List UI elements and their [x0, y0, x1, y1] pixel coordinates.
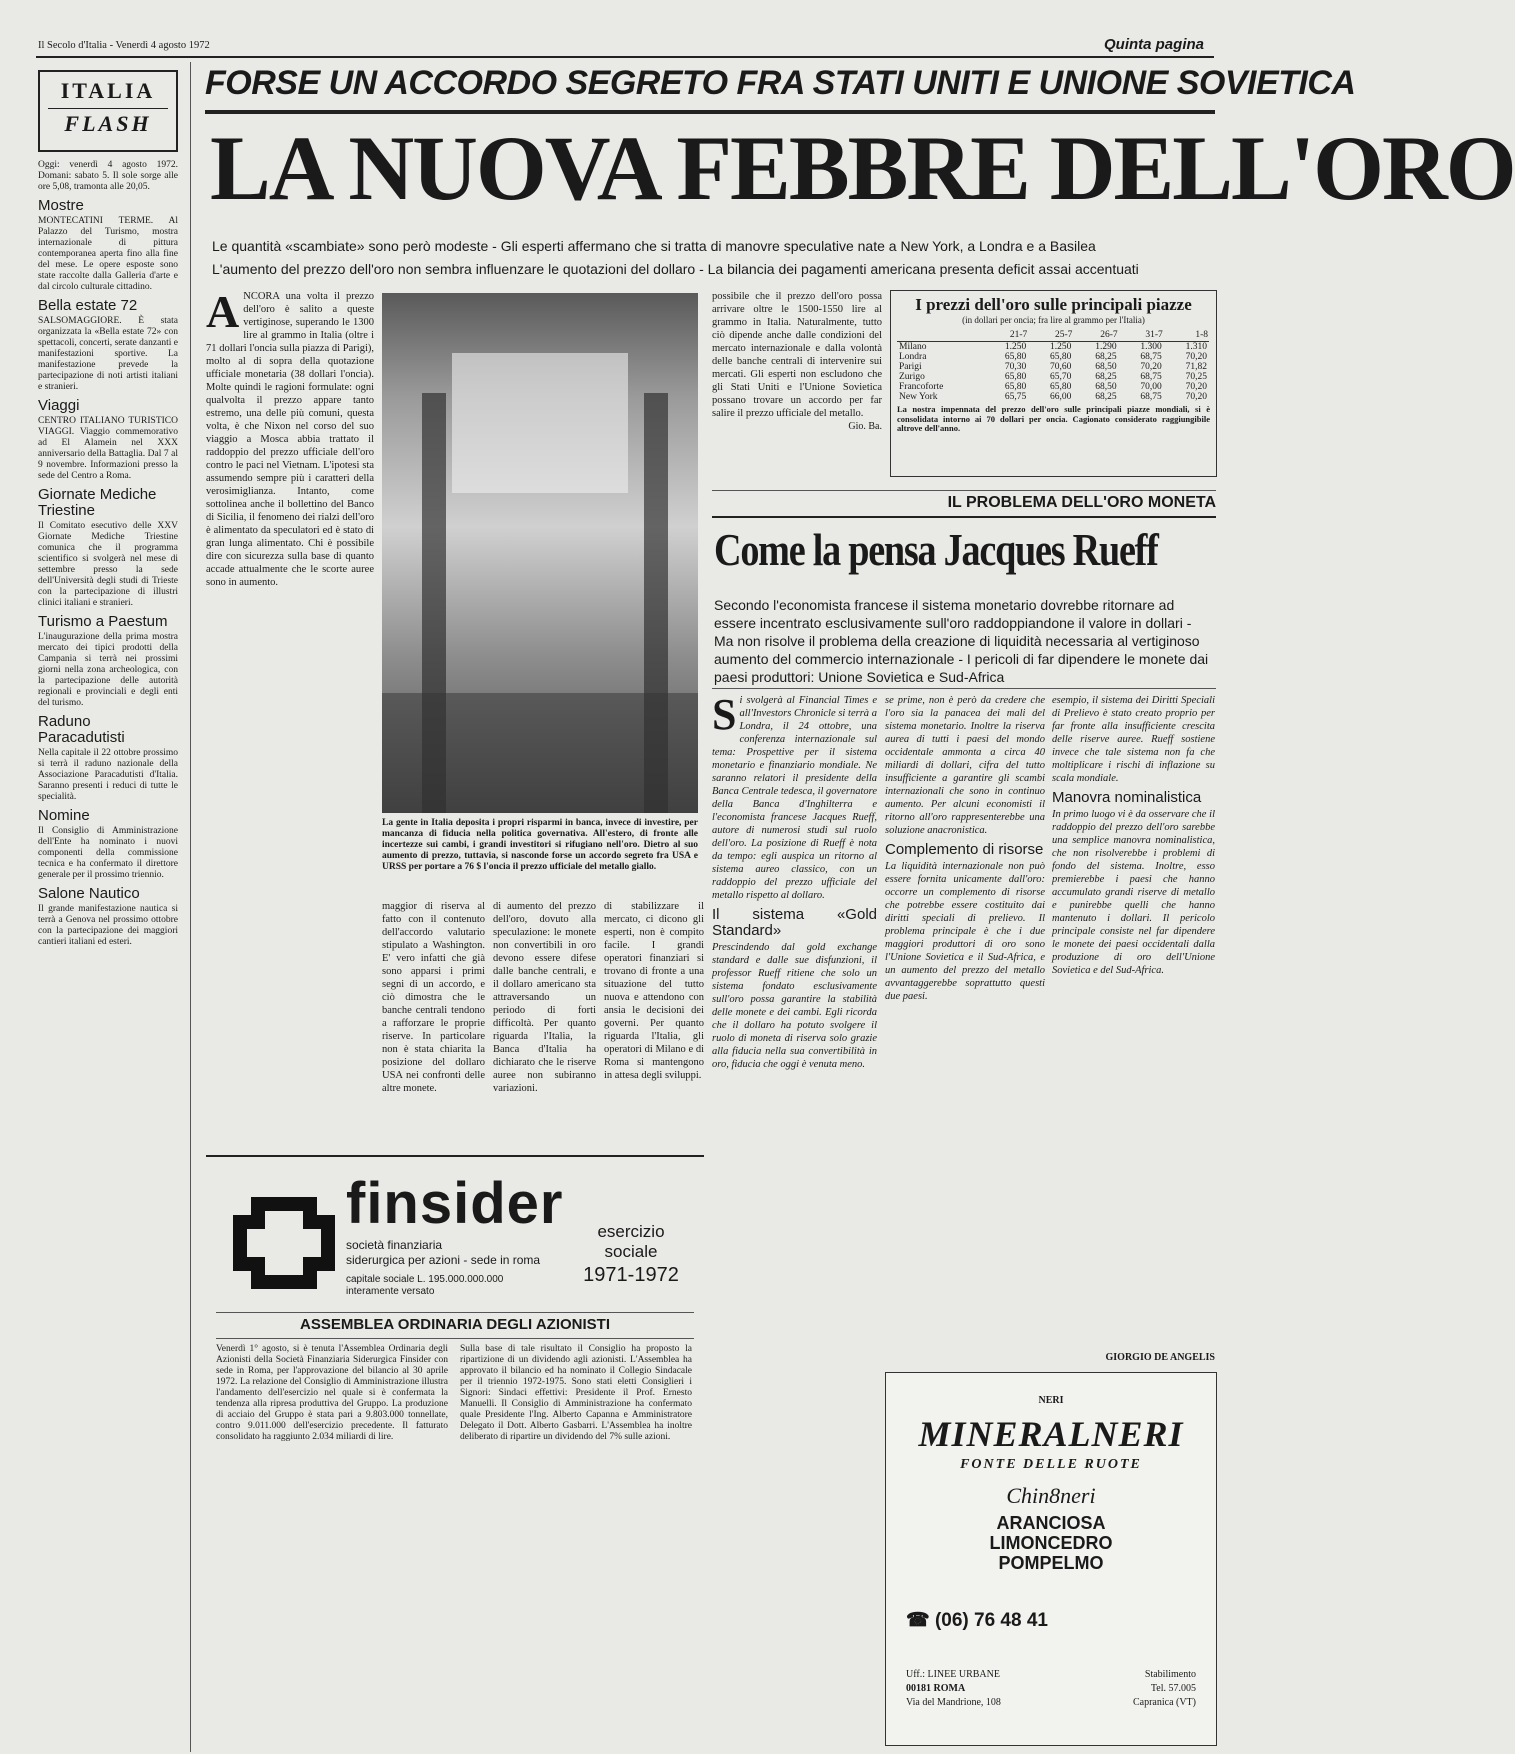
sidebar-section-title: Mostre [38, 197, 84, 214]
gold-table-price: 65,70 [1050, 372, 1072, 382]
rueff-subhead-manovra: Manovra nominalistica [1052, 789, 1202, 806]
gold-table-price: 68,50 [1095, 362, 1117, 372]
finsider-logo-icon [224, 1194, 344, 1290]
main-article-col-2b: di aumento del prezzo dell'oro, dovuto alla speculazione: le monete non convertibili in oro devono essere difese dalle banche centrali, e il dollaro americano sta attraversando un periodo di forti difficoltà. Per quanto riguarda l'Italia, la Banca d'Italia ha dichiarato che le riserve auree non subiranno variazioni. [493, 901, 596, 1094]
gold-table-price: 68,25 [1095, 352, 1117, 362]
sidebar-section-body: L'inaugurazione della prima mostra mercato dei tipici prodotti della Campania si terrà nei prossimi giorni nella zona archeologica, con la partecipazione delle autorità regionali e provinciali e degli enti del turismo. [38, 632, 178, 708]
sidebar-section-title: Bella estate 72 [38, 297, 138, 314]
gold-table-price: 1.310 [1185, 342, 1207, 352]
rueff-subhead-complemento: Complemento di risorse [885, 841, 1044, 858]
sidebar-section-body: Il grande manifestazione nautica si terrà a Genova nel prossimo ottobre con la partecipazione dei maggiori cantieri italiani ed esteri. [38, 904, 178, 947]
headline-title: LA NUOVA FEBBRE DELL'ORO [210, 117, 1515, 219]
gold-table-price: 68,75 [1140, 392, 1162, 402]
gold-table-price: 70,30 [1004, 362, 1027, 372]
flash-box [38, 70, 178, 152]
rueff-title: Come la pensa Jacques Rueff [714, 524, 1158, 575]
sidebar-sections [38, 198, 178, 948]
gold-table-price: 70,20 [1185, 352, 1207, 362]
gold-table-price: 65,80 [1050, 352, 1072, 362]
sidebar-section-title: Nomine [38, 807, 90, 824]
gold-table-price: 1.250 [1050, 342, 1072, 352]
mineralneri-plant-1: Stabilimento [1144, 1669, 1196, 1680]
main-article-col-2c: di stabilizzare il mercato, ci dicono gli esperti, non è compito facile. I grandi operatori finanziari si trovano di fronte a una situazione del tutto nuova e attendono con ansia le decisioni dei governi. Per quanto riguarda l'Italia, gli operatori di Milano e di Roma si mantengono in attesa degli sviluppi. [604, 901, 704, 1081]
main-col1-text: NCORA una volta il prezzo dell'oro è salito a queste vertiginose, superando le 1300 lire al grammo in Italia (oltre i 71 dollari l'oncia sulla piazza di Parigi), molto al di sopra della quotazione ufficiale monetaria (38 dollari l'oncia). Molte quindi le ragioni formulate: ogni qualvolta il prezzo appare tanto estremo, una delle più comuni, questa volta, è che Nixon nel corso del suo viaggio a Mosca abbia trattato il raddoppio del prezzo ufficiale dell'oro contro le paci nel Vietnam. L'ipotesi sta assumendo sempre più i caratteri della verosimiglianza. Intanto, come sottolinea anche il bollettino del Banco di Sicilia, il fenomeno dei rialzi dell'oro è alimentato da speculatori ed è stato di gran lunga alimentato. Chi è possibile dire con sicurezza sulla base di quanto accade attualmente che le scorte auree sono in aumento. [206, 291, 374, 588]
gold-table-price: 70,20 [1185, 382, 1207, 392]
gold-table-price: 66,00 [1050, 392, 1072, 402]
rueff-col-1 [712, 690, 877, 1694]
gold-table-title: I prezzi dell'oro sulle principali piazze [915, 295, 1192, 314]
gold-table-row [897, 392, 1209, 402]
rueff-section-label: IL PROBLEMA DELL'ORO MONETA [947, 494, 1216, 511]
finsider-capital-1: capitale sociale L. 195.000.000.000 [346, 1274, 504, 1285]
gold-table-price: 70,60 [1050, 362, 1072, 372]
gold-table-price: 71,82 [1185, 362, 1207, 372]
sidebar-section-title: Turismo a Paestum [38, 613, 168, 630]
gold-table-column-header: 21-7 [983, 329, 1028, 342]
main-signature: Gio. Ba. [848, 421, 882, 432]
gold-table-price: 70,00 [1140, 382, 1162, 392]
finsider-col-2: Sulla base di tale risultato il Consiglio ha proposto la ripartizione di un dividendo agli azionisti. L'Assemblea ha approvato il bilancio ed ha nominato il Collegio Sindacale per il triennio 1972-1975. Sono stati eletti Consiglieri i Signori: Sindaci effettivi: Presidente il Prof. Ernesto Manuelli. Il Consiglio di Amministrazione ha confermato quale Presidente l'Ing. Alberto Capanna e Amministratore Delegato il Dott. Alberto Gasbarri. L'Assemblea ha inoltre deliberato di ripartire un dividendo del 7% sulle azioni. [460, 1344, 692, 1442]
mineralneri-tagline: FONTE DELLE RUOTE [960, 1457, 1142, 1472]
mineralneri-script: Chin8neri [1006, 1483, 1096, 1508]
finsider-col-1: Venerdì 1° agosto, si è tenuta l'Assemblea Ordinaria degli Azionisti della Società Finanziaria Siderurgica Finsider con sede in Roma, per l'approvazione del bilancio al 30 aprile 1972. La relazione del Consiglio di Amministrazione illustra l'andamento dell'esercizio nel quale si è confermata la tendenza alla ripresa produttiva del Gruppo. La produzione di acciaio del Gruppo è stata pari a 9.803.000 tonnellate, contro 9.011.000 dell'esercizio precedente. Il fatturato consolidato ha raggiunto 2.034 miliardi di lire. [216, 1344, 448, 1442]
sidebar-section-body: Il Consiglio di Amministrazione dell'Ente ha nominato i nuovi componenti della commissione tecnica e ha confermato il direttore generale per il prossimo triennio. [38, 826, 178, 880]
gold-table-column-header: 25-7 [1028, 329, 1073, 342]
gold-table-price: 68,25 [1095, 392, 1117, 402]
gold-price-table-box [890, 290, 1217, 477]
gold-table-price: 65,75 [1004, 392, 1027, 402]
gold-table-price: 70,20 [1140, 362, 1162, 372]
photo-caption: La gente in Italia deposita i propri risparmi in banca, invece di investire, per mancanza di fiducia nella politica governativa. All'estero, di fronte alle incertezze sui cambi, i grandi investitori si rifugiano nell'oro. Dietro al suo aumento di prezzo, tuttavia, si nasconde forse un accordo segreto fra USA e URSS per portare a 76 $ l'oncia il prezzo ufficiale del metallo giallo. [382, 818, 698, 872]
mineralneri-plant-2: Tel. 57.005 [1150, 1683, 1196, 1694]
sidebar-section-title: Salone Nautico [38, 885, 140, 902]
flash-title: ITALIA [60, 78, 156, 103]
headline-kicker: FORSE UN ACCORDO SEGRETO FRA STATI UNITI E UNIONE SOVIETICA [205, 64, 1356, 102]
gold-table-column-header: 31-7 [1119, 329, 1164, 342]
gold-table-city: Parigi [899, 362, 922, 372]
finsider-assembly-title: ASSEMBLEA ORDINARIA DEGLI AZIONISTI [299, 1316, 610, 1333]
gold-table-column-header: 1-8 [1164, 329, 1209, 342]
page-number: Quinta pagina [1103, 36, 1204, 53]
headline-deck-2: L'aumento del prezzo dell'oro non sembra influenzare le quotazioni del dollaro - La bilancia dei pagamenti americana presenta deficit assai accentuati [212, 261, 1139, 277]
gold-table-subtitle: (in dollari per oncia; fra lire al grammo per l'Italia) [962, 315, 1145, 325]
masthead-date: Il Secolo d'Italia - Venerdì 4 agosto 1972 [38, 40, 210, 51]
main-article-col-3 [712, 290, 882, 488]
rueff-col1b-text: Prescindendo dal gold exchange standard e dalle sue disfunzioni, il professor Rueff ritiene che solo un sistema fondato esclusivamente sull'oro possa garantire la stabilità delle monete e dei cambi. Egli ricorda che il dollaro ha potuto svolgere il ruolo di moneta di riserva solo grazie alla fiducia nella sua convertibilità in oro, fiducia che oggi è venuta meno. [712, 942, 877, 1070]
gold-table-row [897, 342, 1209, 353]
rueff-col3-text: esempio, il sistema dei Diritti Speciali di Prelievo è stato creato proprio per far fronte alla insufficiente crescita delle riserve auree. Rueff sostiene invece che tale sistema non fa che moltiplicare i rischi di inflazione su scala mondiale. [1052, 695, 1215, 784]
mineralneri-ad [885, 1372, 1217, 1746]
mineralneri-address-3: Via del Mandrione, 108 [906, 1697, 1001, 1708]
rueff-col2b-text: La liquidità internazionale non può essere fornita unicamente dall'oro: occorre un complemento di risorse che potrebbe essere costituito dai diritti speciali di prelievo. Il problema principale è che i due maggiori produttori di oro sono l'Unione Sovietica e il Sud-Africa, e un aumento del prezzo del metallo avvantaggerebbe soprattutto questi due paesi. [885, 861, 1045, 1002]
mineralneri-address-2: 00181 ROMA [906, 1683, 966, 1694]
gold-table-price: 65,80 [1050, 382, 1072, 392]
rueff-col3b-text: In primo luogo vi è da osservare che il raddoppio del prezzo dell'oro sarebbe una semplice manovra nominalistica, che non risolverebbe i problemi di fondo del sistema. Inoltre, esso premierebbe i paesi che hanno accumulato grandi riserve di metallo e punirebbe quelli che hanno mantenuto i dollari. Il pericolo principale consiste nel far dipendere le monete dei paesi occidentali dalla produzione di oro dell'Unione Sovietica e del Sud-Africa. [1052, 809, 1215, 976]
rueff-signature: GIORGIO DE ANGELIS [1105, 1352, 1215, 1363]
sidebar-intro: Oggi: venerdì 4 agosto 1972. Domani: sabato 5. Il sole sorge alle ore 5,08, tramonta alle 20,05. [38, 160, 178, 192]
sidebar-section-body: MONTECATINI TERME. Al Palazzo del Turismo, mostra internazionale di pittura contemporanea aperta fino alla fine del mese. Le opere esposte sono state raccolte dalla Galleria d'arte e dal circolo culturale cittadino. [38, 216, 178, 292]
finsider-capital-2: interamente versato [346, 1286, 435, 1297]
mineralneri-product-1: ARANCIOSA [996, 1513, 1106, 1533]
gold-table-price: 68,25 [1095, 372, 1117, 382]
headline-deck-1: Le quantità «scambiate» sono però modeste - Gli esperti affermano che si tratta di manovre speculative nate a New York, a Londra e a Basilea [212, 238, 1096, 254]
finsider-years: 1971-1972 [583, 1264, 679, 1286]
flash-subtitle: FLASH [48, 108, 168, 137]
mineralneri-phone: ☎ (06) 76 48 41 [906, 1610, 1048, 1631]
gold-table-price: 65,80 [1004, 372, 1027, 382]
gold-table-city: Francoforte [899, 382, 944, 392]
rueff-col2-text: se prime, non è però da credere che l'oro sia la panacea dei mali del sistema monetario. Inoltre la riserva aurea di tutti i paesi del mondo occidentale ammonta a circa 40 miliardi di dollari, cifra del tutto insufficiente a garantire gli scambi internazionali che sono in continuo aumento. Per alcuni economisti il ritorno all'oro rappresenterebbe una soluzione anacronistica. [885, 695, 1045, 836]
gold-table-price: 68,75 [1140, 352, 1162, 362]
mineralneri-product-2: LIMONCEDRO [989, 1533, 1113, 1553]
gold-table-price: 65,80 [1004, 382, 1027, 392]
finsider-tagline-1: società finanziaria [346, 1238, 443, 1252]
gold-table-column-header [897, 329, 983, 342]
gold-table-price: 1.250 [1004, 342, 1027, 352]
finsider-tagline-2: siderurgica per azioni - sede in roma [346, 1253, 541, 1267]
rueff-dropcap: S [712, 690, 737, 739]
gold-table-price: 1.290 [1095, 342, 1117, 352]
gold-table-price: 68,75 [1140, 372, 1162, 382]
gold-table-city: New York [899, 392, 938, 402]
gold-table-header-row [897, 329, 1209, 342]
gold-table-price: 70,20 [1185, 392, 1207, 402]
gold-table-price: 1.300 [1140, 342, 1162, 352]
gold-table-row [897, 352, 1209, 362]
main-article-col-2a: maggior di riserva al fatto con il contenuto dell'accordo valutario stipulato a Washington. E' vero infatti che già sono apparsi i primi segni di un accordo, e ciò dimostra che le banche centrali tendono a rafforzare le proprie riserve. In particolare non è stata chiarita la posizione del dollaro USA nei confronti delle altre monete. [382, 901, 485, 1094]
sidebar-section-title: Viaggi [38, 397, 80, 414]
gold-table-row [897, 382, 1209, 392]
finsider-exercise-2: sociale [604, 1242, 658, 1261]
finsider-exercise-1: esercizio [597, 1222, 665, 1241]
rueff-col1-text: i svolgerà al Financial Times e all'Investors Chronicle si terrà a Londra, il 24 ottobre, una conferenza internazionale sul tema: Prospettive per il sistema monetario e finanziario mondiale. Ne saranno relatori il presidente della Banca Centrale tedesca, il governatore della Banca d'Inghilterra e l'economista francese Jacques Rueff, autore di numerosi studi sul ruolo dell'oro. La posizione di Rueff è nota da tempo: egli auspica un ritorno al sistema aureo classico, con un raddoppio del prezzo ufficiale del metallo rispetto al dollaro. [712, 695, 877, 901]
sidebar-section-body: Nella capitale il 22 ottobre prossimo si terrà il raduno nazionale della Associazione Paracadutisti d'Italia. Saranno presenti i reduci di tutte le specialità. [38, 748, 178, 802]
sidebar-section-body: Il Comitato esecutivo delle XXV Giornate Mediche Triestine comunica che il programma scientifico si svolgerà nel mese di settembre presso la sede dell'Università degli studi di Trieste con la partecipazione di illustri clinici italiani e stranieri. [38, 521, 178, 608]
mineralneri-crest: NERI [1038, 1395, 1064, 1406]
mineralneri-address-1: Uff.: LINEE URBANE [906, 1669, 1000, 1680]
gold-table-row [897, 372, 1209, 382]
mineralneri-product-3: POMPELMO [998, 1553, 1104, 1573]
rueff-col-3 [1052, 694, 1215, 1349]
sidebar-section-body: SALSOMAGGIORE. È stata organizzata la «Bella estate 72» con spettacoli, concerti, serate danzanti e manifestazioni sportive. La manifestazione prevede la partecipazione di noti artisti italiani e stranieri. [38, 316, 178, 392]
finsider-ad [206, 1160, 704, 1310]
gold-table-note: La nostra impennata del prezzo dell'oro sulle principali piazze mondiali, si è consolidata intorno ai 70 dollari per oncia. Cagionato considerato raggiungibile altrove dell'anno. [897, 404, 1210, 433]
main-article-col-1 [206, 286, 374, 1150]
gold-hall-photo [382, 293, 698, 813]
gold-table-price: 65,80 [1004, 352, 1027, 362]
gold-table-city: Londra [899, 352, 927, 362]
main-dropcap: A [206, 286, 240, 337]
gold-price-table [897, 329, 1209, 402]
gold-table-price: 70,25 [1185, 372, 1207, 382]
sidebar-section-title: Raduno Paracadutisti [38, 713, 125, 746]
rueff-deck: Secondo l'economista francese il sistema monetario dovrebbe ritornare ad essere incentrato esclusivamente sull'oro raddoppiandone il valore in dollari - Ma non risolve il problema della creazione di liquidità necessaria al vertiginoso aumento del commercio internazionale - I pericoli di far dipendere le monete dai paesi produttori: Unione Sovietica e Sud-Africa [714, 597, 1209, 685]
gold-table-price: 68,50 [1095, 382, 1117, 392]
finsider-name: finsider [346, 1171, 564, 1236]
gold-table-column-header: 26-7 [1073, 329, 1118, 342]
mineralneri-plant-3: Capranica (VT) [1132, 1697, 1196, 1708]
mineralneri-name: MINERALNERI [918, 1414, 1184, 1454]
sidebar-italia-flash [38, 70, 178, 1750]
sidebar-section-body: CENTRO ITALIANO TURISTICO VIAGGI. Viaggio commemorativo ad El Alamein nel XXX anniversario della Battaglia. Dal 7 al 9 novembre. Informazioni presso la sede del Centro a Roma. [38, 416, 178, 481]
sidebar-section-title: Giornate Mediche Triestine [38, 486, 157, 519]
gold-table-city: Milano [899, 342, 927, 352]
rueff-subhead-gold-standard: Il sistema «Gold Standard» [712, 906, 877, 939]
gold-table-city: Zurigo [899, 372, 925, 382]
gold-table-row [897, 362, 1209, 372]
main-col3-text: possibile che il prezzo dell'oro possa arrivare oltre le 1500-1550 lire al grammo in Italia. Naturalmente, tutto ciò dipende anche dalle condizioni del mercato internazionale e dalla volontà delle banche centrali di intervenire sui mercati. Gli esperti non escludono che gli Stati Uniti e l'Unione Sovietica possano trovare un accordo per far salire il prezzo ufficiale del metallo. [712, 291, 882, 419]
